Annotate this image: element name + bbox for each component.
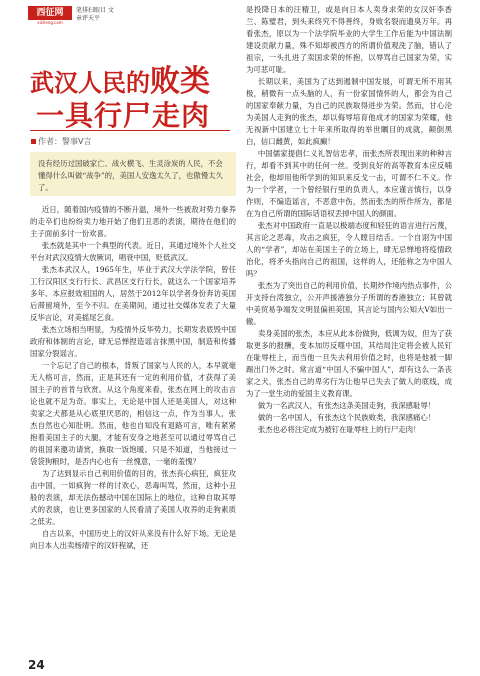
- paragraph: 做为一名武汉人，有张杰这条美国走狗，我深感耻辱！: [257, 401, 436, 410]
- paragraph: 近日，随着国内疫情的不断升温，境外一些被敌对势力豢养的走卒们也纷纷卖力地开始了他们丑恶的表演，期待在他们的主子面前多讨一份欢喜。: [30, 205, 236, 238]
- paragraph: 做的一名中国人，有张杰这个民族败类，我深感痛心！: [257, 413, 436, 422]
- paragraph: 张杰为了突出自己的利用价值，长期炒作境内热点事件，公开支持台湾独立，公开声援港独分子所谓的香港独立；其曾就中美贸易争端发文明显偏袒美国，其言论与国内公知大V如出一辙。: [246, 281, 452, 326]
- paragraph: 是投降日本的汪精卫，或是向日本人卖身求荣的女汉奸李香兰、陈璧君，到头来终究不得善终，身败名裂而遗臭万年。再看张杰，原以为一个法学院毕业的大学生工作后能为中国法制建设贡献力量，殊不知却被西方的所谓价值观洗了脑，错认了祖宗，一头扎进了卖国求荣的怀抱，以辱骂自己国家为荣，实为可悲可耻。: [246, 5, 452, 74]
- title-part2: 败类: [150, 64, 210, 99]
- site-logo-subtitle: xizheng.com: [37, 20, 63, 25]
- author-bullet-icon: [31, 139, 36, 144]
- paragraph: 张杰也必将注定成为被钉在耻辱柱上的行尸走肉！: [257, 425, 421, 434]
- paragraph: 张杰本武汉人，1965年生，毕业于武汉大学法学院，曾任工行汉阳区支行行长、武昌区支行行长，就这么一个国家培养多年、本应报效祖国的人，居然于2012年以学者身份奔访美国后滞留境外，至今不归。在美期间，通过社交媒体发表了大量反华言论，对美摇尾乞食。: [30, 265, 236, 322]
- title-divider: [30, 130, 230, 131]
- article-summary: 没有经历过国破家亡、战火横飞、生灵涂炭的人民，不会懂得什么叫做“战争”的，美国人安逸太久了，也傲慢太久了。: [30, 152, 236, 196]
- paragraph: 张杰对中国政府一直是以极端态度和轻狂的语言进行污蔑，其言论之恶毒，攻击之疯狂，令人瞠目结舌。一个自诩为中国人的“学者”，却站在美国主子的立场上，肆无忌惮地将疫情政治化，将矛头指向自己的祖国，这样的人，还能称之为中国人吗？: [246, 221, 452, 278]
- article-author: 作者：警事Ⅴ言: [38, 137, 92, 146]
- paragraph: 一个忘记了自己的根本，背叛了国家与人民的人，本早就毫无人格可言，然而，正是其还有一定的利用价值，才获得了美国主子的首肯与欣赏。从这个角度来看，张杰在网上的攻击言论也就不足为奇。事实上，无论是中国人还是美国人，对这种卖家之犬都是从心底里厌恶的，相信这一点，作为当事人，张杰自然也心知肚明。然而，他也自知没有退路可言，唯有紧紧抱着美国主子的大腿，才能有安身之地甚至可以通过辱骂自己的祖国来邀功请赏，换取一饭饱暖。只是不知道，当他接过一袋袋狗粮时，是否内心也有一丝愧意，一毫的羞愧？: [30, 361, 236, 466]
- site-tagline: 笔排扫眼目 文章评天平: [76, 7, 114, 22]
- paragraph: 自古以来，中国历史上的汉奸从来没有什么好下场。无论是向日本人出卖杨靖宇的汉奸程斌，还: [30, 529, 236, 550]
- page-number: 24: [28, 658, 45, 672]
- article-title-line2: 一具行尸走肉: [36, 99, 211, 132]
- left-column: [30, 204, 236, 552]
- paragraph: 卖身美国的张杰，本应从此本份做狗，低调为奴，但为了获取更多的报酬，变本加厉反噬中国，其结局注定将会被人民钉在耻辱柱上，而当他一旦失去利用价值之时，也将是他被一脚踢出门外之时。常言道“中国人不骗中国人”，却有这么一条丧家之犬，张杰自己的卑劣行为让他早已失去了做人的底线，成为了一堂生动的爱国主义教育课。: [246, 329, 452, 398]
- paragraph: 为了达到显示自己利用价值的目的，张杰丧心病狂，疯狂攻击中国，一如疯狗一样的讨欢心，恶毒叫骂，然而，这种小丑般的表演，却无法伤撼动中国在国际上的地位，这种自取其辱式的表演，也让更多国家的人民看清了美国人收养的走狗素质之低劣。: [30, 469, 236, 526]
- site-logo: 西征网: [28, 6, 72, 20]
- paragraph: 长期以来，美国为了达到遏制中国发展，可谓无所不用其极，稍微有一点头脑的人，有一份家国情怀的人，都会为自己的国家奉献力量，为自己的民族取得进步为荣。然而，甘心沦为美国人走狗的张杰，却以侮辱培育他成才的国家为荣耀，他无视新中国建立七十年来所取得的举世瞩目的成就，颠倒黑白，信口雌黄，如此疯癫！: [246, 77, 452, 146]
- paragraph: 张杰就是其中一个典型的代表。近日，其通过境外个人社交平台对武汉疫情大放厥词，唱衰中国，贬低武汉。: [30, 241, 236, 262]
- paragraph: 中国儒家提倡仁义礼智信忠孝，而张杰所表现出来的种种言行，却看不到其中的任何一丝。受到良好的高等教育本应反哺社会，他却用他所学到的知识来反戈一击，可谓不仁不义。作为一个学者，一个曾经银行里的负责人，本应谨言慎行，以身作则，不编造谣言，不恶意中伤，然而张杰的所作所为，都是在为自己所谓的国际话语权丢掉中国人的颜面。: [246, 149, 452, 218]
- right-column: [246, 4, 452, 436]
- title-part1: 武汉人民的: [30, 69, 150, 97]
- paragraph: 张杰立场相当明显，为疫情外反华势力，长期发表底毁中国政府和体制的言论，肆无忌惮捏造谣言抹黑中国，制造和传播国家分裂谣言。: [30, 325, 236, 358]
